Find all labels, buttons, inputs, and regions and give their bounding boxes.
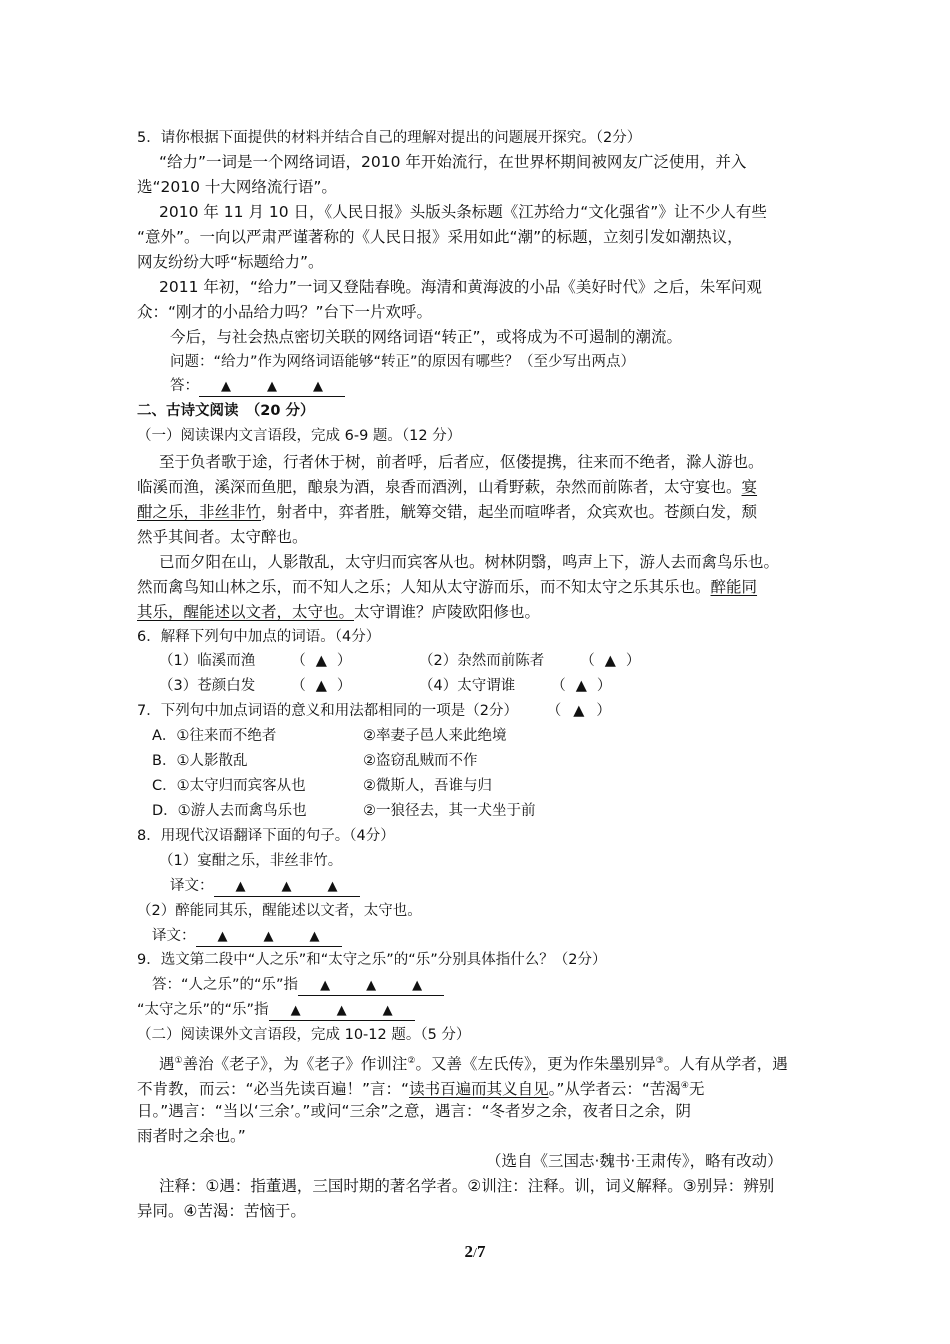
- answer-label: 答：: [170, 378, 199, 394]
- para2-l3: 其乐，醒能述以文者，太守也。太守谓谁？庐陵欧阳修也。: [137, 603, 541, 621]
- part2-l2: 不肯教，而云：“必当先读百遍！”言：“读书百遍而其义自见。”从学者云：“苦渴④无: [137, 1080, 705, 1099]
- answer-blank[interactable]: [214, 877, 360, 897]
- q5-title: 5．请你根据下面提供的材料并结合自己的理解对提出的问题展开探究。（2分）: [137, 130, 642, 146]
- q5-p2-l2: “意外”。一向以严肃严谨著称的《人民日报》采用如此“潮”的标题，立刻引发如潮热议，: [137, 228, 743, 246]
- q5-p3-l1: 2011 年初，“给力”一词又登陆春晚。海清和黄海波的小品《美好时代》之后，朱军问观: [159, 278, 762, 296]
- part2-note2: 异同。④苦渴：苦恼于。: [137, 1202, 306, 1220]
- part2-note1: 注释：①遇：指董遇，三国时期的著名学者。②训注：注释。训，词义解释。③别异：辨别: [159, 1177, 775, 1195]
- q5-answer: [170, 375, 345, 397]
- para2-l1: 已而夕阳在山，人影散乱，太守归而宾客从也。树林阴翳，鸣声上下，游人去而禽鸟乐也。: [159, 553, 780, 571]
- triangle-icon: ▲: [315, 653, 327, 669]
- para1-l4: 然乎其间者。太守醉也。: [137, 528, 308, 546]
- para2-l2: 然而禽鸟知山林之乐，而不知人之乐；人知从太守游而乐，而不知太守之乐其乐也。醉能同: [137, 578, 758, 596]
- para1-l3: 酣之乐，非丝非竹，射者中，弈者胜，觥筹交错，起坐而喧哗者，众宾欢也。苍颜白发，颓: [137, 503, 758, 521]
- q5-p1-l1: “给力”一词是一个网络词语，2010 年开始流行，在世界杯期间被网友广泛使用，并入: [159, 153, 747, 171]
- triangle-icon: ▲: [575, 678, 587, 694]
- q8-answer1: 译文： ▲ ▲ ▲: [170, 875, 360, 897]
- triangle-icon: ▲: [263, 929, 274, 944]
- q8-title: 8．用现代汉语翻译下面的句子。（4分）: [137, 828, 395, 844]
- part2-l3: 日。”遇言：“当以‘三余’。”或问“三余”之意，遇言：“冬者岁之余，夜者日之余，阴: [137, 1102, 692, 1120]
- triangle-icon: ▲: [382, 1003, 393, 1018]
- q7-option-d: D．①游人去而禽鸟乐也: [152, 803, 307, 819]
- q7-option-b2: ②盗窃乱贼而不作: [363, 753, 478, 769]
- triangle-icon: ▲: [315, 678, 327, 694]
- triangle-icon: ▲: [320, 978, 331, 993]
- part2-l1: 遇①善治《老子》，为《老子》作训注②。又善《左氏传》，更为作朱墨别异③。人有从学者，遇: [159, 1055, 788, 1074]
- q5-p2-l3: 网友纷纷大呼“标题给力”。: [137, 253, 324, 271]
- triangle-icon: ▲: [412, 978, 423, 993]
- q7-option-d2: ②一狼径去，其一犬坐于前: [363, 803, 536, 819]
- part2-title: （二）阅读课外文言语段，完成 10-12 题。（5 分）: [137, 1027, 471, 1043]
- q9-answer2: “太守之乐”的“乐”指 ▲ ▲ ▲: [137, 999, 415, 1021]
- q5-p4: 今后，与社会热点密切关联的网络词语“转正”，或将成为不可遏制的潮流。: [170, 328, 683, 346]
- triangle-icon: ▲: [573, 703, 585, 719]
- page-number: 2/7: [464, 1242, 486, 1261]
- answer-blank[interactable]: [199, 377, 345, 397]
- triangle-icon: ▲: [281, 879, 292, 894]
- triangle-icon: ▲: [366, 978, 377, 993]
- part2-l4: 雨者时之余也。”: [137, 1127, 246, 1145]
- q7-title: 7．下列句中加点词语的意义和用法都相同的一项是（2分） （ ▲ ）: [137, 703, 611, 719]
- para1-l1: 至于负者歌于途，行者休于树，前者呼，后者应，伛偻提携，往来而不绝者，滁人游也。: [159, 453, 764, 471]
- para1-l2: 临溪而渔，溪深而鱼肥，酿泉为酒，泉香而酒洌，山肴野蔌，杂然而前陈者，太守宴也。宴: [137, 478, 758, 496]
- triangle-icon: ▲: [336, 1003, 347, 1018]
- triangle-icon: ▲: [327, 879, 338, 894]
- q7-option-c2: ②微斯人，吾谁与归: [363, 778, 492, 794]
- q8-answer2: 译文： ▲ ▲ ▲: [152, 925, 342, 947]
- q7-option-b: B．①人影散乱: [152, 753, 248, 769]
- q5-p1-l2: 选“2010 十大网络流行语”。: [137, 178, 337, 196]
- q9-title: 9．选文第二段中“人之乐”和“太守之乐”的“乐”分别具体指什么？（2分）: [137, 952, 607, 968]
- triangle-icon: ▲: [309, 929, 320, 944]
- section2-title: 二、古诗文阅读 （20 分）: [137, 403, 315, 419]
- q6-title: 6．解释下列句中加点的词语。（4分）: [137, 629, 381, 645]
- q7-option-c: C．①太守归而宾客从也: [152, 778, 306, 794]
- answer-blank[interactable]: [196, 927, 342, 947]
- q9-answer1: 答：“人之乐”的“乐”指 ▲ ▲ ▲: [152, 974, 444, 996]
- triangle-icon: ▲: [267, 379, 277, 394]
- triangle-icon: ▲: [235, 879, 246, 894]
- q8-sentence2: （2）醉能同其乐，醒能述以文者，太守也。: [137, 903, 422, 919]
- part1-title: （一）阅读课内文言语段，完成 6-9 题。（12 分）: [137, 428, 462, 444]
- q6-item4: （4）太守谓谁 （ ▲ ）: [419, 678, 612, 694]
- triangle-icon: ▲: [313, 379, 323, 394]
- triangle-icon: ▲: [290, 1003, 301, 1018]
- q6-item3: （3）苍颜白发 （ ▲ ）: [159, 678, 352, 694]
- part2-source: （选自《三国志·魏书·王肃传》，略有改动）: [486, 1152, 783, 1170]
- triangle-icon: ▲: [221, 379, 231, 394]
- triangle-icon: ▲: [604, 653, 616, 669]
- q7-option-a: A．①往来而不绝者: [152, 728, 277, 744]
- q6-item1: （1）临溪而渔 （ ▲ ）: [159, 653, 352, 669]
- q5-question: 问题：“给力”作为网络词语能够“转正”的原因有哪些？（至少写出两点）: [170, 354, 636, 370]
- answer-blank[interactable]: [298, 976, 444, 996]
- q7-option-a2: ②率妻子邑人来此绝境: [363, 728, 507, 744]
- q5-p2-l1: 2010 年 11 月 10 日，《人民日报》头版头条标题《江苏给力“文化强省”》让不少人有些: [159, 203, 767, 221]
- q5-p3-l2: 众：“刚才的小品给力吗？”台下一片欢呼。: [137, 303, 433, 321]
- q6-item2: （2）杂然而前陈者 （ ▲ ）: [419, 653, 641, 669]
- triangle-icon: ▲: [217, 929, 228, 944]
- answer-blank[interactable]: [269, 1001, 415, 1021]
- q8-sentence1: （1）宴酣之乐，非丝非竹。: [159, 853, 343, 869]
